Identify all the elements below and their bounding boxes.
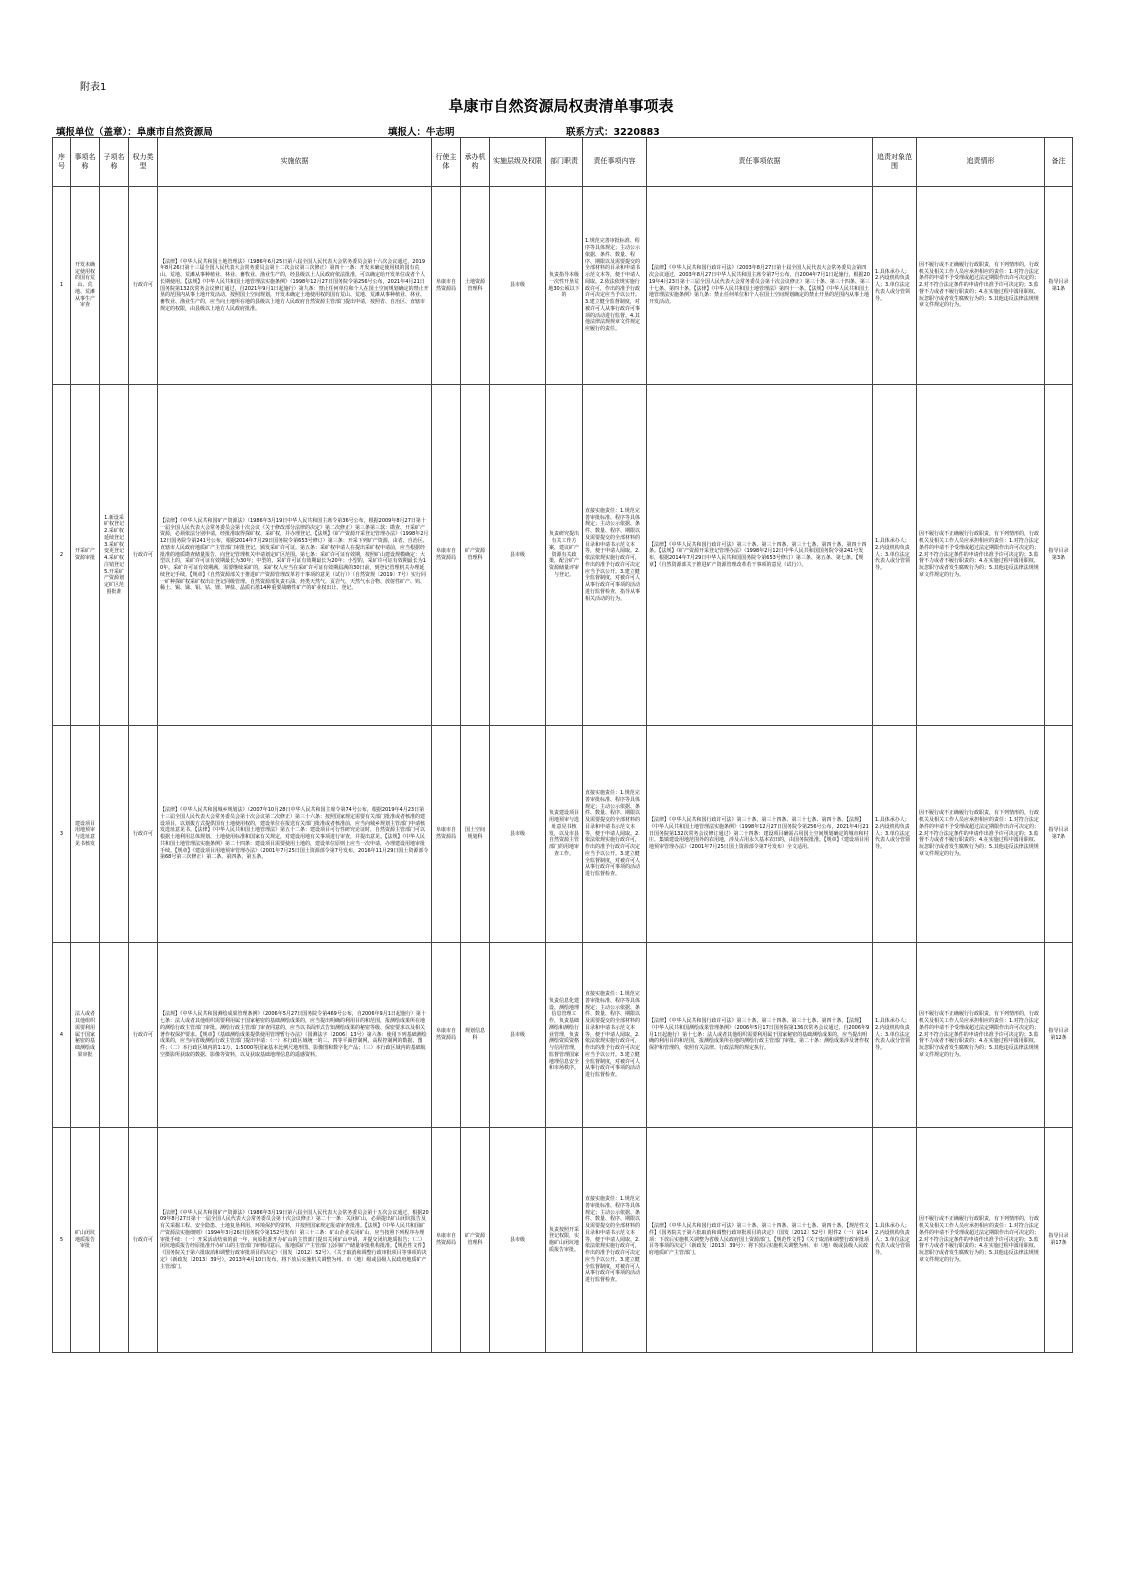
- row-power-type: 行政许可: [129, 943, 158, 1128]
- row-level: 县市级: [490, 187, 546, 385]
- row-no: 3: [53, 726, 71, 943]
- row-level: 县市级: [490, 726, 546, 943]
- row-basis: 【法律】《中华人民共和国矿产资源法》（1986年3月19日中华人民共和国主席令第36号公布，根据2009年8月27日第十一届全国人民代表大会常务委员会第十次会议《关于修改部分法律的决定》第二次修正）第三条第三款：勘查、开采矿产资源，必须依法分别申请，经批准取得探矿权、采矿权，并办理登记。【法规】《矿产资源开采登记管理办法》（1998年2月12日国务院令第241号公布，根据2014年7月29日国务院令第653号修订）第三条：开采下列矿产资源，由省、自治区、直辖市人民政府地质矿产主管部门审批登记，颁发采矿许可证。第五条：采矿权申请人在提出采矿权申请前，应当根据经批准的地质勘查储量报告，向登记管理机关申请划定矿区范围。第七条：采矿许可证有效期，按照矿山建设规模确定：大型以上的，采矿许可证有效期最长为30年；中型的，采矿许可证有效期最长为20年；小型的，采矿许可证有效期最长为10年。采矿许可证有效期满，需要继续采矿的，采矿权人应当在采矿许可证有效期届满的30日前，到登记管理机关办理延续登记手续。【规章】《自然资源部关于推进矿产资源管理改革若干事项的意见（试行）》（自然资规〔2019〕7号）实行同一矿种探矿权采矿权出让登记同级管理。自然资源部负责石油、烃类天然气、页岩气、天然气水合物、放射性矿产、钨、稀土、锡、锑、钼、钴、锂、钾盐、晶质石墨14种重要战略性矿产的矿业权出让、登记。: [158, 385, 432, 726]
- fill-unit-value: 阜康市自然资源局: [136, 127, 213, 138]
- row-level: 县市级: [490, 385, 546, 726]
- header-basis: 实施依据: [158, 138, 432, 187]
- row-scope: 1.具体承办人；2.内设机构负责人；3.单位法定代表人或分管领导。: [873, 943, 917, 1128]
- page-title: 阜康市自然资源局权责清单事项表: [448, 97, 674, 115]
- table-row: [53, 726, 1073, 943]
- row-power-type: 行政许可: [129, 726, 158, 943]
- row-scope: 1.具体承办人；2.内设机构负责人；3.单位法定代表人或分管领导。: [873, 1128, 917, 1353]
- table-row: [53, 1128, 1073, 1353]
- row-basis: 【法律】《中华人民共和国矿产资源法》（1986年3月19日第六届全国人民代表大会常务委员会第十五次会议通过，根据2009年8月27日第十一届全国人民代表大会常务委员会第十次会议修正）第二十一条：关闭矿山，必须提出矿山闭坑报告及有关采掘工程、安全隐患、土地复垦利用、环境保护的资料，并按照国家规定报请审查批准。【法规】《中华人民共和国矿产资源法实施细则》（1994年3月26日国务院令第152号发布）第三十三条：矿山企业关闭矿山，应当按照下列程序办理审批手续：（一）开采活动结束的前一年，向原批准开办矿山的主管部门提出关闭矿山申请，并提交闭坑地质报告；（二）闭坑地质报告经原批准开办矿山的主管部门审核同意后，报地质矿产主管部门会同矿产储量审批机构批准。【规范性文件】《国务院关于第六批取消和调整行政审批项目的决定》（国发〔2012〕52号）、《关于取消和调整行政审批项目等事项的决定》（新政发〔2013〕39号），2013年4月10日发布，将下放后实施机关调整为州、市（地）级或县级人民政府地质矿产主管部门。: [158, 1128, 432, 1353]
- row-resp-basis: 【法律】《中华人民共和国行政许可法》第三十条、第三十四条、第三十七条、第四十条、第四十四条。【法规】《矿产资源开采登记管理办法》（1998年2月12日中华人民共和国国务院令第241号发布，根据2014年7月29日中华人民共和国国务院令第653号修订）第三条、第五条、第七条。【规章】《自然资源部关于推进矿产资源管理改革若干事项的意见（试行）》。: [647, 385, 873, 726]
- row-sub-name: 1.新设采矿权登记2.采矿权延续登记3.采矿权变更登记4.采矿权注销登记5.开采矿产资源划定矿区范围批准: [100, 385, 129, 726]
- row-duty: 负责指导本级一次性开垦荒地30公顷以下的: [546, 187, 583, 385]
- row-resp: 直接实施责任：1.规范完善审批标准、程序等具体规定；主动公示依据、条件、数量、程序、期限以及需要提交的全部材料的目录和申请书示范文本等，便于申请人阅取。2.依法依规实施行政许可，作出的准予行政许可决定应当予以公开。3.建立健全监督制度，对被许可人从事行政许可事项的活动进行监督检查。: [583, 1128, 647, 1353]
- header-subject: 行使主体: [432, 138, 461, 187]
- row-resp-basis: 【法律】《中华人民共和国行政许可法》第三十条、第三十四条、第三十七条、第四十条。【法规】《中华人民共和国土地管理法实施条例》（1998年12月27日国务院令第256号公布，2021年4月21日国务院第132次常务会议修订通过）第二十四条：建设项目确需占用国土空间规划确定的城市和村庄、集镇建设用地范围外的农用地，涉及占用永久基本农田的，由国务院批准。【规章】《建设项目用地预审管理办法》（2001年7月25日国土资源部令第7号发布）全文适用。: [647, 726, 873, 943]
- row-power-type: 行政许可: [129, 385, 158, 726]
- row-basis: 【法规】《中华人民共和国测绘成果管理条例》（2006年5月27日国务院令第469号公布，自2006年9月1日起施行）第十七条：法人或者其他组织需要利用属于国家秘密的基础测绘成果的，应当提出明确的利用目的和范围，报测绘成果所在地的测绘行政主管部门审批。测绘行政主管部门审查同意的，应当以书面形式告知测绘成果的秘密等级、保密要求以及相关著作权保护要求。【规章】《基础测绘成果提供使用管理暂行办法》（国测法字〔2006〕13号）第六条：使用下列基础测绘成果的，应当向省级测绘行政主管部门提出申请：（一）本行政区域统一的三、四等平面控制网、高程控制网的数据、图件；（二）本行政区域内的1:1万、1:5000等国家基本比例尺地形图、影像图和数字化产品；（三）本行政区域内的基础航空摄影所获取的数据、影像等资料，以及获取基础地理信息的遥感资料。: [158, 943, 432, 1128]
- header-dept: 承办机构: [461, 138, 490, 187]
- row-item-name: 法人或者其他组织需要利用属于国家秘密的基础测绘成果审批: [71, 943, 100, 1128]
- row-resp-basis: 【法律】《中华人民共和国行政许可法》第三十条、第三十四条、第三十七条、第四十条。【法规】《中华人民共和国测绘成果管理条例》（2006年5月17日国务院第136次常务会议通过，自2006年9月1日起施行）第十七条：法人或者其他组织需要利用属于国家秘密的基础测绘成果的，应当提出明确的利用目的和范围，报测绘成果所在地的测绘行政主管部门审批。第二十条：测绘成果涉及著作权保护和管理的，依照有关法律、行政法规的规定执行。: [647, 943, 873, 1128]
- header-sub-name: 子项名称: [100, 138, 129, 187]
- reporter-label: 填报人：: [388, 127, 427, 138]
- row-sub-name: [100, 726, 129, 943]
- header-level: 实施层级及权限: [490, 138, 546, 187]
- row-duty: 负责信息化建设、测绘地理信息管理工作，负责基础测绘和测绘行业管理，负责测绘资质资格与信用管理，监督管理国家地理信息安全和市场秩序。: [546, 943, 583, 1128]
- row-item-name: 建设项目用地预审与选址意见书核发: [71, 726, 100, 943]
- row-dept: 矿产资源管理科: [461, 385, 490, 726]
- header-scope: 追责对象范围: [873, 138, 917, 187]
- row-dept: 国土空间规划科: [461, 726, 490, 943]
- table-row: [53, 187, 1073, 385]
- row-resp-basis: 【法律】《中华人民共和国行政许可法》第三十条、第三十四条、第三十七条、第四十条。【规范性文件】《国务院关于第六批取消和调整行政审批项目的决定》（国发〔2012〕52号）附件2（一）第14项：下放后实施机关调整为省级人民政府国土资源部门。【规范性文件】《关于取消和调整行政审批项目等事项的决定》（新政发〔2013〕39号）：将下放后实施机关调整为州、市（地）级或县级人民政府地质矿产主管部门。: [647, 1128, 873, 1353]
- row-no: 2: [53, 385, 71, 726]
- row-level: 县市级: [490, 1128, 546, 1353]
- row-cases: 因不履行或不正确履行行政职责，有下列情形的，行政机关及相关工作人员应承担相应的责任：1.对符合法定条件的申请不予受理或超过法定期限作出许可决定的；2.对不符合法定条件的申请作出准予许可决定的；3.监督不力或者不履行职责的；4.在实施过程中滥用职权、玩忽职守或者发生腐败行为的；5.其他违反法律法规规章文件规定的行为。: [917, 943, 1045, 1128]
- table-header-row: [53, 138, 1073, 187]
- row-scope: 1.具体承办人；2.内设机构负责人；3.单位法定代表人或分管领导。: [873, 385, 917, 726]
- row-note: 指导目录第12条: [1045, 943, 1073, 1128]
- row-no: 1: [53, 187, 71, 385]
- row-item-name: 开发未确定使用权的国有荒山、荒地、荒滩从事生产审查: [71, 187, 100, 385]
- header-item-name: 事项名称: [71, 138, 100, 187]
- row-power-type: 行政许可: [129, 1128, 158, 1353]
- rights-table: [52, 137, 1073, 1353]
- reporter-value: 牛志明: [426, 127, 455, 138]
- row-no: 4: [53, 943, 71, 1128]
- header-power-type: 权力类型: [129, 138, 158, 187]
- row-subject: 阜康市自然资源局: [432, 726, 461, 943]
- row-scope: 1.具体承办人；2.内设机构负责人；3.单位法定代表人或分管领导。: [873, 187, 917, 385]
- contact: [566, 124, 660, 138]
- row-power-type: 行政许可: [129, 187, 158, 385]
- row-duty: 负责建设项目用地预审与选址意见书核发，以及市县自然资源主管部门的用地审查工作。: [546, 726, 583, 943]
- row-basis: 【法律】《中华人民共和国土地管理法》（1986年6月25日第六届全国人民代表大会常务委员会第十六次会议通过，2019年8月26日第十三届全国人民代表大会常务委员会第十二次会议第三次修正）第四十一条：开发未确定使用权的国有荒山、荒地、荒滩从事种植业、林业、畜牧业、渔业生产的，经县级以上人民政府依法批准，可以确定给开发单位或者个人长期使用。【法规】《中华人民共和国土地管理法实施条例》（1998年12月27日国务院令第256号公布，2021年4月21日国务院第132次常务会议修订通过，自2021年9月1日起施行）第九条：禁止任何单位和个人在国土空间规划确定的禁止开垦的范围内从事土地开发活动。按照国土空间规划，开发未确定土地使用权的国有荒山、荒地、荒滩从事种植业、林业、畜牧业、渔业生产的，应当向土地所在地的县级以上地方人民政府自然资源主管部门提出申请，按照省、自治区、直辖市规定的权限，由县级以上地方人民政府批准。: [158, 187, 432, 385]
- contact-label: 联系方式：: [566, 127, 614, 138]
- row-cases: 因不履行或不正确履行行政职责，有下列情形的，行政机关及相关工作人员应承担相应的责任：1.对符合法定条件的申请不予受理或超过法定期限作出许可决定的；2.对不符合法定条件的申请作出准予许可决定的；3.监督不力或者不履行职责的；4.在实施过程中滥用职权、玩忽职守或者发生腐败行为的；5.其他违反法律法规规章文件规定的行为。: [917, 1128, 1045, 1353]
- row-subject: 阜康市自然资源局: [432, 943, 461, 1128]
- row-note: 指导目录第7条: [1045, 726, 1073, 943]
- annex-label: 附表1: [80, 82, 107, 93]
- row-subject: 阜康市自然资源局: [432, 187, 461, 385]
- row-sub-name: [100, 187, 129, 385]
- row-sub-name: [100, 943, 129, 1128]
- row-duty: 负责按照开采登记权限，实施矿山闭坑地质报告审批。: [546, 1128, 583, 1353]
- row-item-name: 矿山闭坑地质报告审批: [71, 1128, 100, 1353]
- row-no: 5: [53, 1128, 71, 1353]
- contact-value: 3220883: [613, 127, 660, 138]
- row-sub-name: [100, 1128, 129, 1353]
- row-duty: 负责研究提出有关工作方案，建议矿产资源有关政策，配合矿产资源储量评审与登记。: [546, 385, 583, 726]
- header-no: 序号: [53, 138, 71, 187]
- header-cases: 追责情形: [917, 138, 1045, 187]
- row-level: 县市级: [490, 943, 546, 1128]
- row-resp: 1.规范完善审批标准、程序等具体规定；主动公示依据、条件、数量、程序、期限以及需要提交的全部材料的目录和申请书示范文本等，便于申请人阅取。2.依法依规实施行政许可，作出的准予行政许可决定应当予以公开。3.建立健全监督制度，对被许可人从事行政许可事项的活动进行监督。4.其他法律法规规章文件规定应履行的责任。: [583, 187, 647, 385]
- row-dept: 土地资源管理科: [461, 187, 490, 385]
- row-cases: 因不履行或不正确履行行政职责，有下列情形的，行政机关及相关工作人员应承担相应的责任：1.对符合法定条件的申请不予受理或超过法定期限作出许可决定的；2.对不符合法定条件的申请作出准予许可决定的；3.监督不力或者不履行职责的；4.在实施过程中滥用职权、玩忽职守或者发生腐败行为的；5.其他违反法律法规规章文件规定的行为。: [917, 385, 1045, 726]
- row-resp: 直接实施责任：1.规范完善审批标准、程序等具体规定；主动公示依据、条件、数量、程序、期限以及需要提交的全部材料的目录和申请书示范文本等，便于申请人阅取。2.依法依规实施行政许可，作出的准予行政许可决定应当予以公开。3.建立健全监督制度，对被许可人从事行政许可事项的活动进行监督检查，指导从事相关活动的行为。: [583, 385, 647, 726]
- row-subject: 阜康市自然资源局: [432, 385, 461, 726]
- table-row: [53, 385, 1073, 726]
- row-dept: 规划信息科: [461, 943, 490, 1128]
- row-item-name: 开采矿产资源审批: [71, 385, 100, 726]
- row-subject: 阜康市自然资源局: [432, 1128, 461, 1353]
- row-dept: 矿产资源管理科: [461, 1128, 490, 1353]
- table-row: [53, 943, 1073, 1128]
- row-note: 指导目录第1条: [1045, 187, 1073, 385]
- header-resp: 责任事项内容: [583, 138, 647, 187]
- header-duty: 部门职责: [546, 138, 583, 187]
- row-resp: 直接实施责任：1.规范完善审批标准、程序等具体规定；主动公示依据、条件、数量、程序、期限以及需要提交的全部材料的目录和申请书示范文本等，便于申请人阅取。2.依法依规实施行政许可，作出的准予行政许可决定应当予以公开。3.建立健全监督制度，对被许可人从事行政许可事项的活动进行监督检查。: [583, 726, 647, 943]
- row-note: 指导目录第17条: [1045, 1128, 1073, 1353]
- row-resp: 直接实施责任：1.规范完善审批标准、程序等具体规定；主动公示依据、条件、数量、程序、期限以及需要提交的全部材料的目录和申请书示范文本等，便于申请人阅取。2.依法依规实施行政许可，作出的准予行政许可决定应当予以公开。3.建立健全监督制度，对被许可人从事行政许可事项的活动进行监督检查。: [583, 943, 647, 1128]
- row-scope: 1.具体承办人；2.内设机构负责人；3.单位法定代表人或分管领导。: [873, 726, 917, 943]
- row-basis: 【法律】《中华人民共和国城乡规划法》（2007年10月28日中华人民共和国主席令第74号公布，根据2019年4月23日第十三届全国人民代表大会常务委员会第十次会议第二次修正）第三十六条：按照国家规定需要有关部门批准或者核准的建设项目，以划拨方式提供国有土地使用权的，建设单位在报送有关部门批准或者核准前，应当向城乡规划主管部门申请核发选址意见书。【法律】《中华人民共和国土地管理法》第五十二条：建设项目可行性研究论证时，自然资源主管部门可以根据土地利用总体规划、土地使用标准和国家有关规定，对建设用地有关事项进行审查，并提出意见。【法规】《中华人民共和国土地管理法实施条例》第二十四条：建设项目需要使用土地的，建设单位原则上应当一次申请，办理建设用地审批手续。【规章】《建设项目用地预审管理办法》（2001年7月25日国土资源部令第7号发布，2016年11月29日国土资源部令第68号第三次修正）第二条、第四条、第五条。: [158, 726, 432, 943]
- row-cases: 因不履行或不正确履行行政职责，有下列情形的，行政机关及相关工作人员应承担相应的责任：1.对符合法定条件的申请不予受理或超过法定期限作出许可决定的；2.对不符合法定条件的申请作出准予许可决定的；3.监督不力或者不履行职责的；4.在实施过程中滥用职权、玩忽职守或者发生腐败行为的；5.其他违反法律法规规章文件规定的行为。: [917, 726, 1045, 943]
- fill-unit: [56, 124, 213, 138]
- row-cases: 因不履行或不正确履行行政职责，有下列情形的，行政机关及相关工作人员应承担相应的责任：1.对符合法定条件的申请不予受理或超过法定期限作出许可决定的；2.对不符合法定条件的申请作出准予许可决定的；3.监督不力或者不履行职责的；4.在实施过程中滥用职权、玩忽职守或者发生腐败行为的；5.其他违反法律法规规章文件规定的行为。: [917, 187, 1045, 385]
- row-resp-basis: 【法律】《中华人民共和国行政许可法》（2003年8月27日第十届全国人民代表大会常务委员会第四次会议通过，2003年8月27日中华人民共和国主席令第7号公布，自2004年7月1日起施行，根据2019年4月23日第十三届全国人民代表大会常务委员会第十次会议修正）第三十条、第三十四条、第三十七条、第四十条。【法律】《中华人民共和国土地管理法》第四十一条。【法规】《中华人民共和国土地管理法实施条例》第九条：禁止任何单位和个人在国土空间规划确定的禁止开垦的范围内从事土地开发活动。: [647, 187, 873, 385]
- fill-unit-label: 填报单位（盖章）：: [56, 127, 137, 138]
- header-resp-basis: 责任事项依据: [647, 138, 873, 187]
- reporter: [388, 124, 455, 138]
- header-note: 备注: [1045, 138, 1073, 187]
- row-note: 指导目录第3条: [1045, 385, 1073, 726]
